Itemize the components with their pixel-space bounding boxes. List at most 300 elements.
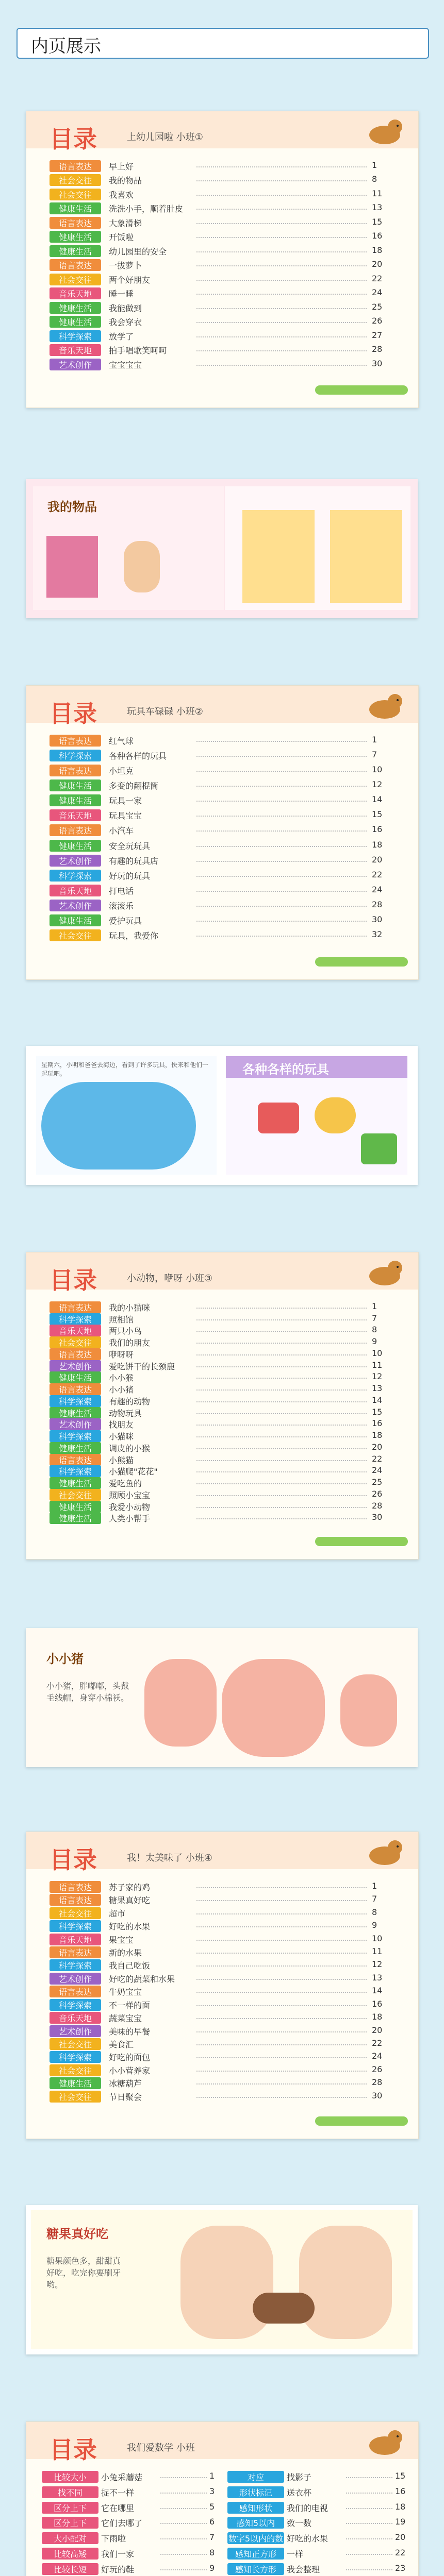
toc-category: 健康生活 xyxy=(50,1512,101,1524)
toc-category: 健康生活 xyxy=(50,840,101,852)
toc-category: 语言表达 xyxy=(50,259,101,271)
toc-page-number: 1 xyxy=(372,1881,377,1891)
toc-category: 科学探索 xyxy=(50,1999,101,2011)
toc-dots xyxy=(196,1378,367,1379)
toc-category: 感知5以内 xyxy=(227,2517,284,2529)
toc-dots xyxy=(160,2493,207,2494)
toc-category: 社会交往 xyxy=(50,2064,101,2076)
toc-item[interactable]: 好吃的面包 xyxy=(109,2053,151,2063)
toc-item[interactable]: 我会穿衣 xyxy=(109,317,142,328)
toc-item[interactable]: 两只小鸟 xyxy=(109,1326,142,1336)
toc-item[interactable]: 玩具，我爱你 xyxy=(109,930,159,941)
toc-dots xyxy=(196,223,367,224)
dog-icon xyxy=(361,115,408,146)
toc-dots xyxy=(196,1436,367,1437)
toc-page-number: 8 xyxy=(209,2547,215,2557)
toc-page-number: 16 xyxy=(372,1418,383,1429)
toc-category: 语言表达 xyxy=(50,160,101,172)
toc-item[interactable]: 小小猴 xyxy=(109,1373,134,1383)
toc-category: 语言表达 xyxy=(50,824,101,836)
toc-item[interactable]: 下雨啦 xyxy=(101,2534,126,2544)
toc-dots xyxy=(346,2493,392,2494)
toc-item[interactable]: 我爱小动物 xyxy=(109,1502,151,1512)
toc-dots xyxy=(196,166,367,167)
toc-page-number: 30 xyxy=(372,1512,383,1522)
toc-item[interactable]: 动物玩具 xyxy=(109,1408,142,1418)
toc-item[interactable]: 小猫咪 xyxy=(109,1432,134,1442)
toc-dots xyxy=(196,861,367,862)
grass-strip xyxy=(315,1537,408,1546)
toc-page-number: 30 xyxy=(372,358,383,368)
dog-icon xyxy=(361,1257,408,1287)
toc-item[interactable]: 它们去哪了 xyxy=(101,2518,143,2529)
toc-item[interactable]: 有趣的玩具店 xyxy=(109,856,159,866)
toc-item[interactable]: 咿呀呀 xyxy=(109,1349,134,1360)
toc-title: 目录 xyxy=(50,700,97,727)
toc-dots xyxy=(196,921,367,922)
toc-item[interactable]: 一样 xyxy=(287,2549,304,2559)
toc-dots xyxy=(346,2538,392,2539)
toc-dots xyxy=(196,1343,367,1344)
toc-item[interactable]: 红气球 xyxy=(109,736,134,746)
cabinet-illustration xyxy=(330,510,402,603)
toc-item[interactable]: 一拔萝卜 xyxy=(109,261,142,271)
spread-caption: 星期六，小明和爸爸去海边，看到了许多玩具，快来和他们一起玩吧。 xyxy=(41,1061,209,1077)
toc-item[interactable]: 小兔采蘑菇 xyxy=(101,2472,143,2482)
toc-category: 比较高矮 xyxy=(42,2548,98,2560)
toc-category: 健康生活 xyxy=(50,914,101,926)
toc-category: 艺术创作 xyxy=(50,2025,101,2037)
toc-item[interactable]: 两个好朋友 xyxy=(109,275,151,285)
toc-page-number: 15 xyxy=(372,809,383,820)
toc-dots xyxy=(196,1413,367,1414)
toc-dots xyxy=(346,2523,392,2524)
toc-dots xyxy=(196,891,367,892)
spread-tag: 各种各样的玩具 xyxy=(242,1062,329,1077)
toc-page-number: 18 xyxy=(372,2012,383,2022)
toc-item[interactable]: 小小营养家 xyxy=(109,2065,151,2076)
toc-item[interactable]: 人类小帮手 xyxy=(109,1514,151,1524)
toc-title: 目录 xyxy=(50,125,97,153)
toc-item[interactable]: 我自己吃饭 xyxy=(109,1961,151,1971)
toc-item[interactable]: 找朋友 xyxy=(109,1420,134,1430)
toc-item[interactable]: 洗洗小手，顺着肚皮 xyxy=(109,204,184,214)
toc-dots xyxy=(346,2477,392,2478)
toc-category: 社会交往 xyxy=(50,189,101,200)
toc-page-number: 1 xyxy=(209,2471,215,2481)
toc-dots xyxy=(196,756,367,757)
toc-title: 目录 xyxy=(50,2436,97,2464)
toc-category: 形状标记 xyxy=(227,2486,284,2498)
toc-page-number: 25 xyxy=(372,301,383,312)
toc-dots xyxy=(196,1953,367,1954)
toc-item[interactable]: 滚滚乐 xyxy=(109,901,134,911)
toc-page-number: 20 xyxy=(372,1442,383,1452)
toc-page-number: 15 xyxy=(372,1406,383,1417)
toc-subtitle: 小动物，咿呀 小班③ xyxy=(127,1273,212,1284)
toc-page-number: 30 xyxy=(372,2090,383,2100)
toc-category: 语言表达 xyxy=(50,1986,101,1997)
toc-item[interactable]: 果宝宝 xyxy=(109,1935,134,1945)
toc-category: 区分上下 xyxy=(42,2517,98,2529)
toc-page-number: 6 xyxy=(209,2517,215,2527)
toc-page-number: 11 xyxy=(372,1946,383,1957)
toc-category: 健康生活 xyxy=(50,1371,101,1383)
toc-item[interactable]: 打电话 xyxy=(109,886,134,896)
toc-item[interactable]: 爱吃饼干的长颈鹿 xyxy=(109,1361,175,1371)
toc-item[interactable]: 小汽车 xyxy=(109,826,134,836)
toc-category: 社会交往 xyxy=(50,2091,101,2103)
grass-strip xyxy=(315,957,408,967)
toc-page-number: 18 xyxy=(372,1430,383,1440)
toc-dots xyxy=(196,876,367,877)
toc-page-number: 7 xyxy=(372,750,377,760)
toc-page-number: 1 xyxy=(372,1301,377,1311)
toc-dots xyxy=(160,2508,207,2509)
toc-page-number: 28 xyxy=(372,2077,383,2088)
spread-tag: 小小猪 xyxy=(46,1652,84,1666)
toc-dots xyxy=(196,1425,367,1426)
cookie-plate-illustration xyxy=(253,2293,315,2324)
toc-category: 科学探索 xyxy=(50,1920,101,1932)
girl-illustration xyxy=(180,2226,273,2339)
toc-item[interactable]: 小熊猫 xyxy=(109,1455,134,1465)
toc-dots xyxy=(196,1926,367,1927)
page-title: 内页展示 xyxy=(31,37,101,56)
toc-item[interactable]: 小坦克 xyxy=(109,766,134,776)
toc-item[interactable]: 好玩的鞋 xyxy=(101,2564,135,2574)
toc-page-number: 30 xyxy=(372,914,383,924)
toc-category: 健康生活 xyxy=(50,231,101,243)
toc-category: 感知形状 xyxy=(227,2502,284,2514)
toc-category: 语言表达 xyxy=(50,735,101,747)
toc-page-number: 15 xyxy=(372,216,383,227)
toc-page-number: 20 xyxy=(372,2025,383,2035)
toc-page-number: 28 xyxy=(372,899,383,909)
toc-page-number: 22 xyxy=(372,1453,383,1464)
toc-item[interactable]: 拍手唱歌笑呵呵 xyxy=(109,346,167,356)
toc-item[interactable]: 有趣的动物 xyxy=(109,1396,151,1406)
toc-category: 科学探索 xyxy=(50,750,101,761)
toc-category: 科学探索 xyxy=(50,870,101,882)
toc-dots xyxy=(196,322,367,323)
spread-caption: 糖果颜色多，甜甜真好吃，吃完你要刷牙哟。 xyxy=(46,2256,121,2290)
toc-dots xyxy=(196,936,367,937)
toc-category: 艺术创作 xyxy=(50,900,101,911)
shelf-illustration xyxy=(46,536,98,598)
dog-icon xyxy=(361,2426,408,2457)
toc-page-number: 1 xyxy=(372,160,377,170)
toc-item[interactable]: 我的物品 xyxy=(109,176,142,186)
toc-category: 科学探索 xyxy=(50,330,101,342)
pig-illustration xyxy=(340,1674,397,1747)
toc-item[interactable]: 好吃的蔬菜和水果 xyxy=(109,1974,175,1984)
toc-item[interactable]: 早上好 xyxy=(109,162,134,172)
pig-illustration xyxy=(144,1659,217,1747)
toc-dots xyxy=(196,1460,367,1461)
toc-item[interactable]: 好吃的水果 xyxy=(287,2534,328,2544)
toc-item[interactable]: 我会整理 xyxy=(287,2564,320,2574)
toc-category: 艺术创作 xyxy=(50,359,101,370)
toc-dots xyxy=(196,1401,367,1402)
toc-title: 目录 xyxy=(50,1266,97,1294)
toc-page-number: 12 xyxy=(372,1959,383,1970)
toc-page-number: 16 xyxy=(372,231,383,241)
toc-dots xyxy=(196,906,367,907)
toc-dots xyxy=(196,831,367,832)
toc-item[interactable]: 蔬菜宝宝 xyxy=(109,2013,142,2024)
toc-dots xyxy=(160,2477,207,2478)
toc-title: 目录 xyxy=(50,1846,97,1874)
toc-item[interactable]: 冰糖葫芦 xyxy=(109,2079,142,2089)
toc-page-number: 16 xyxy=(372,1998,383,2009)
toc-page-number: 9 xyxy=(372,1336,377,1347)
toc-category: 音乐天地 xyxy=(50,287,101,299)
toc-page-3 xyxy=(26,1252,419,1560)
toc-category: 找不同 xyxy=(42,2486,98,2498)
toc-item[interactable]: 宝宝宝宝 xyxy=(109,360,142,370)
toc-dots xyxy=(196,294,367,295)
toc-dots xyxy=(196,280,367,281)
spread-page-2 xyxy=(26,1046,418,1185)
toc-item[interactable]: 我们的电视 xyxy=(287,2503,328,2513)
toc-category: 健康生活 xyxy=(50,779,101,791)
toc-category: 社会交往 xyxy=(50,174,101,186)
toc-item[interactable]: 小猫爬"花花" xyxy=(109,1467,158,1477)
toc-page-number: 16 xyxy=(372,824,383,835)
toc-category: 科学探索 xyxy=(50,2051,101,2063)
toc-item[interactable]: 玩具一家 xyxy=(109,796,142,806)
toc-category: 健康生活 xyxy=(50,302,101,314)
toc-dots xyxy=(196,2083,367,2084)
toc-item[interactable]: 我的小猫咪 xyxy=(109,1303,151,1313)
toc-dots xyxy=(196,1483,367,1484)
toc-item[interactable]: 放学了 xyxy=(109,331,134,342)
toc-item[interactable]: 超市 xyxy=(109,1908,126,1919)
toc-page-number: 10 xyxy=(372,1933,383,1943)
toc-category: 科学探索 xyxy=(50,1959,101,1971)
toc-item[interactable]: 美味的早餐 xyxy=(109,2026,151,2037)
toc-page-number: 1 xyxy=(372,735,377,744)
toc-category: 科学探索 xyxy=(50,1465,101,1477)
toc-page-number: 3 xyxy=(209,2486,215,2496)
toc-item[interactable]: 小小猪 xyxy=(109,1385,134,1395)
toc-category: 语言表达 xyxy=(50,765,101,776)
toc-dots xyxy=(196,1913,367,1914)
toc-category: 艺术创作 xyxy=(50,855,101,867)
toc-category: 语言表达 xyxy=(50,1348,101,1360)
toc-category: 社会交往 xyxy=(50,929,101,941)
toc-category: 音乐天地 xyxy=(50,809,101,821)
toc-dots xyxy=(196,2031,367,2032)
toc-dots xyxy=(196,1308,367,1309)
toc-dots xyxy=(196,2097,367,2098)
toc-page-number: 7 xyxy=(209,2532,215,2542)
toc-item[interactable]: 照相馆 xyxy=(109,1314,134,1325)
toc-dots xyxy=(196,195,367,196)
toc-category: 语言表达 xyxy=(50,1881,101,1893)
toc-category: 对应 xyxy=(227,2471,284,2483)
toc-category: 比较长短 xyxy=(42,2563,98,2575)
toc-item[interactable]: 美食汇 xyxy=(109,2039,134,2049)
toc-page-number: 7 xyxy=(372,1894,377,1904)
toc-dots xyxy=(196,771,367,772)
toc-dots xyxy=(196,2071,367,2072)
toc-item[interactable]: 各种各样的玩具 xyxy=(109,751,167,761)
toc-category: 语言表达 xyxy=(50,1894,101,1906)
toc-page-2 xyxy=(26,685,419,980)
toc-dots xyxy=(196,1992,367,1993)
toc-dots xyxy=(196,350,367,351)
toc-category: 语言表达 xyxy=(50,217,101,229)
toc-category: 健康生活 xyxy=(50,1407,101,1419)
toc-category: 语言表达 xyxy=(50,1383,101,1395)
toc-item[interactable]: 好玩的玩具 xyxy=(109,871,151,881)
toc-item[interactable]: 好吃的水果 xyxy=(109,1922,151,1932)
toc-category: 社会交往 xyxy=(50,1489,101,1501)
toc-item[interactable]: 数一数 xyxy=(287,2518,312,2529)
toc-item[interactable]: 牛奶宝宝 xyxy=(109,1987,142,1997)
toc-dots xyxy=(196,786,367,787)
toc-page-number: 9 xyxy=(209,2563,215,2573)
toc-item[interactable]: 幼儿园里的安全 xyxy=(109,246,167,257)
toc-page-number: 18 xyxy=(372,245,383,255)
toy-illustration xyxy=(361,1133,397,1164)
toc-item[interactable]: 玩具宝宝 xyxy=(109,811,142,821)
toc-dots xyxy=(196,741,367,742)
dog-icon xyxy=(361,690,408,721)
toc-dots xyxy=(196,1900,367,1901)
toc-page-number: 22 xyxy=(372,869,383,879)
toc-dots xyxy=(196,816,367,817)
toc-dots xyxy=(196,2018,367,2019)
toc-item[interactable]: 爱吃鱼的 xyxy=(109,1479,142,1489)
toc-category: 健康生活 xyxy=(50,245,101,257)
toc-category: 语言表达 xyxy=(50,1946,101,1958)
toc-page-number: 11 xyxy=(372,188,383,198)
toc-item[interactable]: 爱护玩具 xyxy=(109,916,142,926)
toc-dots xyxy=(196,1495,367,1496)
toc-item[interactable]: 不一样的面 xyxy=(109,2000,151,2010)
sea-illustration xyxy=(41,1082,196,1170)
grass-strip xyxy=(315,2116,408,2126)
toc-category: 音乐天地 xyxy=(50,2012,101,2024)
toc-item[interactable]: 我喜欢 xyxy=(109,190,134,200)
toc-page-number: 25 xyxy=(372,1477,383,1487)
toc-dots xyxy=(346,2554,392,2555)
toy-illustration xyxy=(315,1097,356,1133)
toc-page-1 xyxy=(26,111,419,408)
spread-tag: 糖果真好吃 xyxy=(46,2227,108,2241)
toc-dots xyxy=(196,1354,367,1355)
toc-category: 社会交往 xyxy=(50,2038,101,2050)
toc-item[interactable]: 睡一睡 xyxy=(109,289,134,299)
toc-dots xyxy=(196,1887,367,1888)
toc-page-number: 16 xyxy=(395,2486,406,2496)
toc-subtitle: 我！太美味了 小班④ xyxy=(127,1853,212,1863)
toc-dots xyxy=(196,2057,367,2058)
toc-page-number: 20 xyxy=(372,854,383,865)
toc-page-number: 9 xyxy=(372,1920,377,1930)
toc-page-number: 14 xyxy=(372,1986,383,1996)
toc-category: 健康生活 xyxy=(50,2077,101,2089)
pig-illustration xyxy=(222,1659,325,1757)
spread-page-3 xyxy=(26,1628,418,1767)
toc-page-number: 24 xyxy=(372,884,383,894)
toc-page-number: 32 xyxy=(372,929,383,939)
toc-category: 艺术创作 xyxy=(50,1973,101,1985)
toc-item[interactable]: 糖果真好吃 xyxy=(109,1895,151,1906)
toc-page-number: 13 xyxy=(372,1972,383,1982)
toc-item[interactable]: 捉不一样 xyxy=(101,2487,135,2498)
toc-page-number: 10 xyxy=(372,1348,383,1358)
toc-page-number: 24 xyxy=(372,287,383,298)
toc-category: 社会交往 xyxy=(50,1336,101,1348)
toc-item[interactable]: 大象滑梯 xyxy=(109,218,142,228)
toc-category: 健康生活 xyxy=(50,1501,101,1513)
toc-page-number: 7 xyxy=(372,1313,377,1323)
toc-dots xyxy=(196,180,367,181)
toc-item[interactable]: 我们一家 xyxy=(101,2549,135,2559)
toc-dots xyxy=(196,1518,367,1519)
toc-dots xyxy=(196,2044,367,2045)
toc-subtitle: 上幼儿园啦 小班① xyxy=(127,132,203,143)
toc-dots xyxy=(196,1366,367,1367)
toc-page-number: 23 xyxy=(395,2563,406,2573)
toc-page-number: 10 xyxy=(372,765,383,775)
toc-category: 健康生活 xyxy=(50,202,101,214)
toc-item[interactable]: 我能做到 xyxy=(109,303,142,313)
toc-page-number: 24 xyxy=(372,1465,383,1476)
toc-item[interactable]: 开饭啦 xyxy=(109,232,134,243)
toc-dots xyxy=(346,2569,392,2570)
toy-illustration xyxy=(258,1103,299,1133)
toc-category: 区分上下 xyxy=(42,2502,98,2514)
toc-item[interactable]: 照顾小宝宝 xyxy=(109,1490,151,1500)
toc-dots xyxy=(196,209,367,210)
toc-dots xyxy=(196,1389,367,1391)
toc-page-number: 8 xyxy=(372,174,377,184)
toc-dots xyxy=(196,1471,367,1472)
toc-category: 艺术创作 xyxy=(50,1418,101,1430)
toc-item[interactable]: 我们的朋友 xyxy=(109,1338,151,1348)
toc-page-number: 8 xyxy=(372,1325,377,1335)
toc-item[interactable]: 节日聚会 xyxy=(109,2092,142,2102)
toc-dots xyxy=(196,237,367,238)
toc-dots xyxy=(196,846,367,847)
girl-illustration xyxy=(299,2226,392,2339)
toc-page-number: 22 xyxy=(372,2038,383,2048)
toc-dots xyxy=(196,265,367,266)
toc-page-number: 26 xyxy=(372,1488,383,1499)
toc-category: 语言表达 xyxy=(50,1301,101,1313)
toc-item[interactable]: 它在哪里 xyxy=(101,2503,135,2513)
toc-subtitle: 我们爱数学 小班 xyxy=(127,2443,195,2453)
toc-item[interactable]: 多变的翻棍筒 xyxy=(109,781,159,791)
toc-page-number: 28 xyxy=(372,1500,383,1511)
toc-item[interactable]: 新的水果 xyxy=(109,1948,142,1958)
toc-item[interactable]: 安全玩玩具 xyxy=(109,841,151,851)
toc-item[interactable]: 送衣杯 xyxy=(287,2487,312,2498)
toc-item[interactable]: 调皮的小猴 xyxy=(109,1443,151,1453)
toc-item[interactable]: 找影子 xyxy=(287,2472,312,2482)
toc-category: 社会交往 xyxy=(50,274,101,285)
toc-dots xyxy=(196,336,367,337)
toc-dots xyxy=(196,801,367,802)
dog-icon xyxy=(361,1836,408,1867)
toc-page-number: 13 xyxy=(372,202,383,213)
toc-item[interactable]: 苏子家的鸡 xyxy=(109,1883,151,1892)
